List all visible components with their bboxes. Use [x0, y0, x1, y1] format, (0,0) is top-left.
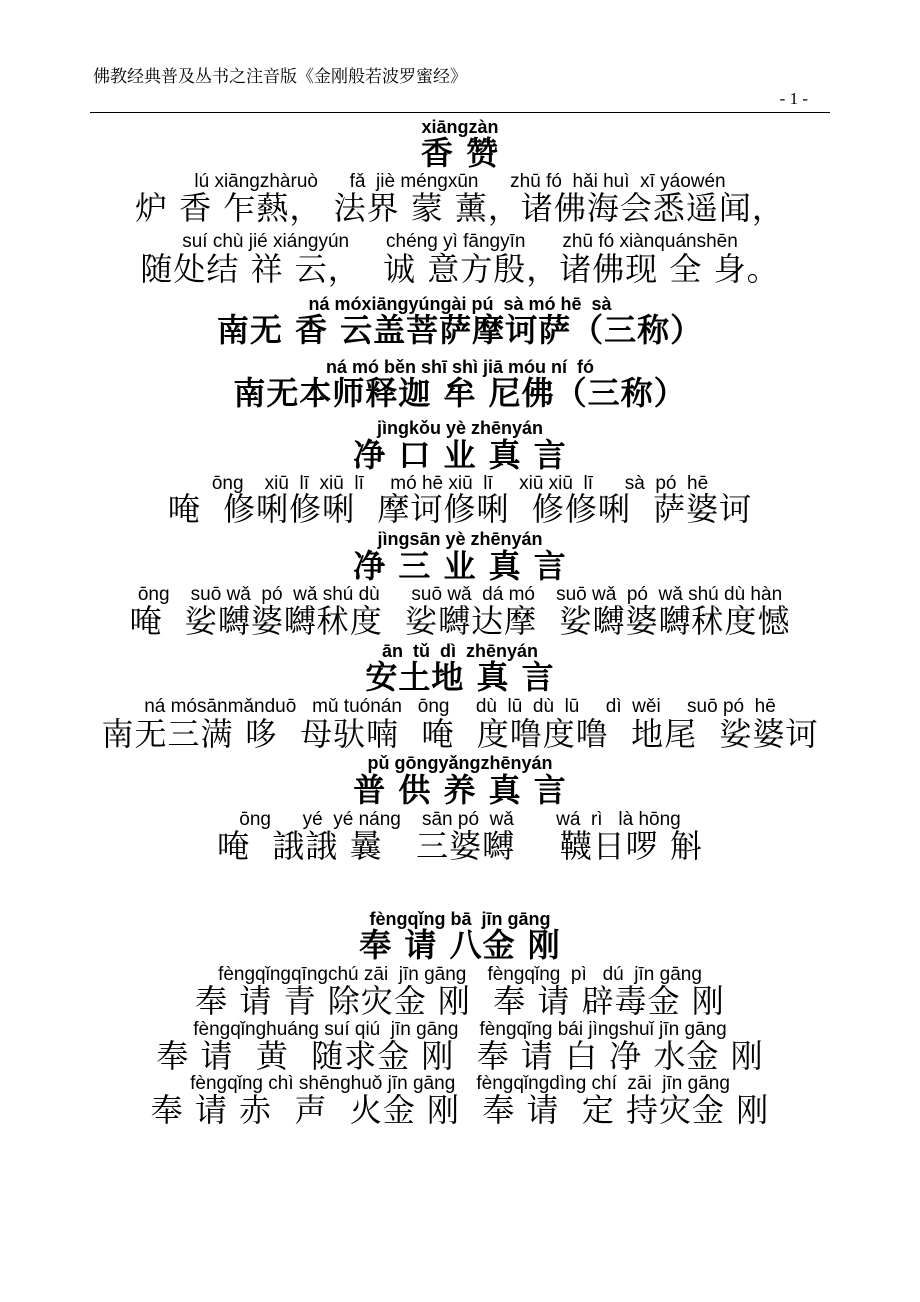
invocation-line: 南无 香 云盖菩萨摩诃萨（三称） — [216, 311, 704, 349]
pinyin-line: ān tǔ dì zhēnyán — [381, 641, 538, 661]
pinyin-line: ōng xiū lī xiū lī mó hē xiū lī xiū xiū lī sà pó hē — [211, 473, 709, 494]
invocation-line: 奉 请 赤 声 火金 刚 奉 请 定 持灾金 刚 — [150, 1091, 770, 1129]
pinyin-line: ná mósānmǎnduō mǔ tuónán ōng dù lū dù lū dì wěi suō pó hē — [144, 696, 776, 717]
section-title-jingsanye: 净 三 业 真 言 — [353, 547, 567, 585]
section-title-antudi: 安土地 真 言 — [365, 658, 555, 696]
invocation-line: 奉 请 青 除灾金 刚 奉 请 辟毒金 刚 — [195, 982, 725, 1020]
header-title: 佛教经典普及丛书之注音版《金刚般若波罗蜜经》 — [93, 67, 467, 87]
page-number: - 1 - — [779, 89, 808, 108]
mantra-line: 南无三满 哆 母驮喃 唵 度噜度噜 地尾 娑婆诃 — [101, 715, 819, 753]
verse-line: 随处结 祥 云， 诚 意方殷，诸佛现 全 身。 — [140, 250, 780, 288]
pinyin-line: jìngkǒu yè zhēnyán — [376, 418, 544, 438]
pinyin-line: ōng suō wǎ pó wǎ shú dù suō wǎ dá mó suō wǎ pó wǎ shú dù hàn — [137, 584, 783, 605]
section-title-pugongyang: 普 供 养 真 言 — [353, 771, 567, 809]
invocation-line: 奉 请 黄 随求金 刚 奉 请 白 净 水金 刚 — [156, 1037, 764, 1075]
pinyin-line: fèngqǐnghuáng suí qiú jīn gāng fèngqǐng bái jìngshuǐ jīn gāng — [193, 1019, 727, 1040]
pinyin-line: lú xiāngzhàruò fǎ jiè méngxūn zhū fó hǎi huì xī yáowén — [194, 171, 726, 192]
pinyin-line: xiāngzàn — [421, 117, 499, 137]
header-divider — [90, 112, 830, 113]
pinyin-line: suí chù jié xiángyún chéng yì fāngyīn zhū fó xiànquánshēn — [182, 231, 738, 252]
pinyin-line: pǔ gōngyǎngzhēnyán — [367, 753, 553, 773]
mantra-line: 唵 修唎修唎 摩诃修唎 修修唎 萨婆诃 — [167, 490, 753, 528]
mantra-line: 唵 誐誐 曩 三婆嚩 韈日啰 斛 — [217, 827, 703, 865]
pinyin-line: fèngqǐng chì shēnghuǒ jīn gāng fèngqǐngdìng chí zāi jīn gāng — [190, 1073, 730, 1094]
pinyin-line: jìngsān yè zhēnyán — [377, 529, 543, 549]
pinyin-line: ná móxiāngyúngài pú sà mó hē sà — [308, 294, 612, 314]
section-title-fengqing: 奉 请 八金 刚 — [359, 926, 561, 964]
section-title-xiangzan: 香 赞 — [420, 134, 500, 172]
pinyin-line: fèngqǐng bā jīn gāng — [369, 909, 551, 929]
mantra-line: 唵 娑嚩婆嚩秫度 娑嚩达摩 娑嚩婆嚩秫度憾 — [129, 602, 791, 640]
pinyin-line: ná mó běn shī shì jiā móu ní fó — [325, 357, 595, 377]
section-title-jingkouye: 净 口 业 真 言 — [353, 436, 567, 474]
pinyin-line: fèngqǐngqīngchú zāi jīn gāng fèngqǐng pì dú jīn gāng — [218, 964, 702, 985]
pinyin-line: ōng yé yé náng sān pó wǎ wá rì là hōng — [239, 809, 681, 830]
invocation-line: 南无本师释迦 牟 尼佛（三称） — [233, 374, 687, 412]
verse-line: 炉 香 乍爇， 法界 蒙 薰，诸佛海会悉遥闻， — [135, 189, 785, 227]
